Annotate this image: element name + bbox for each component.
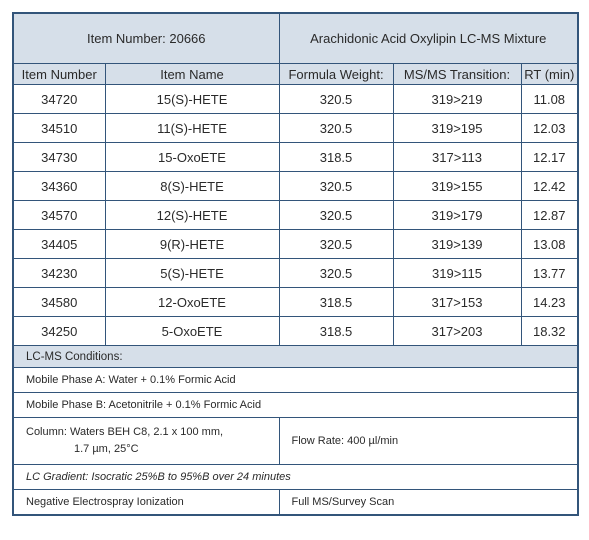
item-number-cell: 34720 <box>13 85 105 114</box>
item-number-cell: 34580 <box>13 288 105 317</box>
column-spec-line2: 1.7 µm, 25°C <box>74 443 139 455</box>
item-number-title: Item Number: 20666 <box>13 13 279 64</box>
gradient-row <box>13 465 578 490</box>
formula-weight-cell: 320.5 <box>279 230 393 259</box>
mobile-phase-a: Mobile Phase A: Water + 0.1% Formic Acid <box>13 368 578 393</box>
rt-cell: 12.17 <box>521 143 578 172</box>
column-header-row <box>13 64 578 85</box>
rt-cell: 12.87 <box>521 201 578 230</box>
rt-cell: 11.08 <box>521 85 578 114</box>
ms-transition-cell: 317>203 <box>393 317 521 346</box>
col-header-item-number: Item Number <box>13 64 105 85</box>
item-number-cell: 34730 <box>13 143 105 172</box>
mobile-phase-b-row <box>13 393 578 418</box>
column-spec <box>13 418 279 465</box>
table-title-row <box>13 13 578 64</box>
table-row <box>13 201 578 230</box>
rt-cell: 13.08 <box>521 230 578 259</box>
table-row <box>13 230 578 259</box>
col-header-formula-weight: Formula Weight: <box>279 64 393 85</box>
conditions-heading-row <box>13 346 578 368</box>
item-name-cell: 12(S)-HETE <box>105 201 279 230</box>
item-name-cell: 12-OxoETE <box>105 288 279 317</box>
table-row <box>13 259 578 288</box>
col-header-item-name: Item Name <box>105 64 279 85</box>
flow-rate: Flow Rate: 400 µl/min <box>279 418 578 465</box>
formula-weight-cell: 318.5 <box>279 288 393 317</box>
ms-transition-cell: 317>153 <box>393 288 521 317</box>
item-number-cell: 34360 <box>13 172 105 201</box>
mobile-phase-b: Mobile Phase B: Acetonitrile + 0.1% Formic Acid <box>13 393 578 418</box>
ionization-mode: Negative Electrospray Ionization <box>13 490 279 516</box>
formula-weight-cell: 320.5 <box>279 114 393 143</box>
item-name-cell: 5-OxoETE <box>105 317 279 346</box>
item-number-cell: 34405 <box>13 230 105 259</box>
item-number-cell: 34510 <box>13 114 105 143</box>
item-name-cell: 5(S)-HETE <box>105 259 279 288</box>
scan-mode: Full MS/Survey Scan <box>279 490 578 516</box>
formula-weight-cell: 320.5 <box>279 201 393 230</box>
product-sheet <box>12 12 577 516</box>
table-row <box>13 317 578 346</box>
ms-transition-cell: 319>219 <box>393 85 521 114</box>
item-name-cell: 11(S)-HETE <box>105 114 279 143</box>
formula-weight-cell: 318.5 <box>279 143 393 172</box>
formula-weight-cell: 318.5 <box>279 317 393 346</box>
item-number-cell: 34250 <box>13 317 105 346</box>
table-row <box>13 114 578 143</box>
table-row <box>13 288 578 317</box>
rt-cell: 12.03 <box>521 114 578 143</box>
table-row <box>13 172 578 201</box>
rt-cell: 13.77 <box>521 259 578 288</box>
item-name-cell: 15(S)-HETE <box>105 85 279 114</box>
ms-transition-cell: 319>179 <box>393 201 521 230</box>
col-header-rt: RT (min) <box>521 64 578 85</box>
rt-cell: 12.42 <box>521 172 578 201</box>
formula-weight-cell: 320.5 <box>279 259 393 288</box>
lc-gradient: LC Gradient: Isocratic 25%B to 95%B over 24 minutes <box>13 465 578 490</box>
item-name-cell: 15-OxoETE <box>105 143 279 172</box>
formula-weight-cell: 320.5 <box>279 172 393 201</box>
rt-cell: 18.32 <box>521 317 578 346</box>
item-number-cell: 34230 <box>13 259 105 288</box>
ms-transition-cell: 319>115 <box>393 259 521 288</box>
conditions-heading: LC-MS Conditions: <box>13 346 578 368</box>
rt-cell: 14.23 <box>521 288 578 317</box>
item-name-cell: 8(S)-HETE <box>105 172 279 201</box>
column-flow-row <box>13 418 578 465</box>
column-spec-line1: Column: Waters BEH C8, 2.1 x 100 mm, <box>26 426 224 438</box>
mobile-phase-a-row <box>13 368 578 393</box>
ionization-row <box>13 490 578 516</box>
item-number-cell: 34570 <box>13 201 105 230</box>
mixture-table <box>12 12 579 516</box>
table-row <box>13 143 578 172</box>
mixture-title: Arachidonic Acid Oxylipin LC-MS Mixture <box>279 13 578 64</box>
table-row <box>13 85 578 114</box>
ms-transition-cell: 319>139 <box>393 230 521 259</box>
formula-weight-cell: 320.5 <box>279 85 393 114</box>
ms-transition-cell: 319>155 <box>393 172 521 201</box>
item-name-cell: 9(R)-HETE <box>105 230 279 259</box>
data-rows <box>13 85 578 346</box>
ms-transition-cell: 317>113 <box>393 143 521 172</box>
col-header-ms-transition: MS/MS Transition: <box>393 64 521 85</box>
ms-transition-cell: 319>195 <box>393 114 521 143</box>
